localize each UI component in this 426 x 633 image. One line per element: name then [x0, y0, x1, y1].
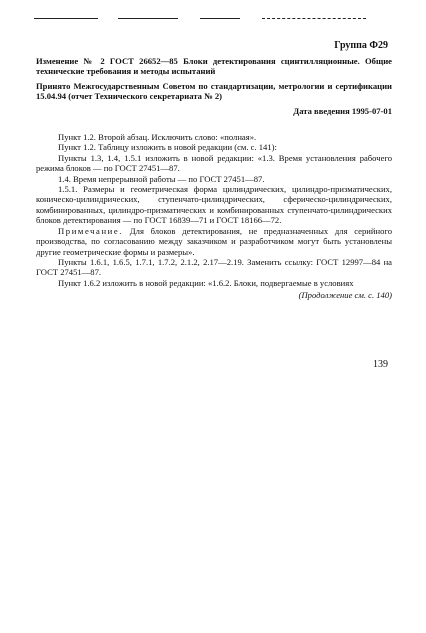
- group-label: Группа Ф29: [334, 40, 388, 51]
- note-paragraph: [36, 226, 392, 257]
- continued-note: (Продолжение см. с. 140): [298, 290, 392, 301]
- header-rule: [34, 18, 98, 19]
- adoption-statement: Принято Межгосударственным Советом по стандартизации, метрологии и сертификации 15.04.94 (отчет Технического секретариата № 2): [36, 80, 392, 102]
- paragraph: 1.4. Время непрерывной работы — по ГОСТ 27451—87.: [58, 173, 265, 184]
- paragraph: 1.5.1. Размеры и геометрическая форма цилиндрических, цилиндро-призматических, коническо-цилиндрических, ступенчато-цилиндрических, сферическо-цилиндрических, комбинированных, цилиндро-призматических и комбинированных ступенчато-цилиндрических блоков детектирования — по ГОСТ 16839—71 и ГОСТ 18166—72.: [36, 184, 392, 226]
- paragraph: Пункты 1.3, 1.4, 1.5.1 изложить в новой редакции: «1.3. Время установления рабочего режима блоков — по ГОСТ 27451—87.: [36, 152, 392, 174]
- paragraph: Пункт 1.2. Таблицу изложить в новой редакции (см. с. 141):: [58, 142, 277, 153]
- note-label: Примечание.: [58, 225, 124, 236]
- header-rule: [118, 18, 178, 19]
- introduction-date: Дата введения 1995-07-01: [293, 105, 392, 116]
- paragraph: Пункт 1.6.2 изложить в новой редакции: «1.6.2. Блоки, подвергаемые в условиях: [58, 277, 354, 288]
- page-number: 139: [373, 359, 388, 370]
- paragraph: Пункт 1.2. Второй абзац. Исключить слово: «полная».: [58, 132, 257, 143]
- document-content: [36, 56, 392, 301]
- paragraph: Пункты 1.6.1, 1.6.5, 1.7.1, 1.7.2, 2.1.2, 2.17—2.19. Заменить ссылку: ГОСТ 12997—84 на ГОСТ 27451—87.: [36, 256, 392, 278]
- body-text: [36, 132, 392, 301]
- header-rule: [200, 18, 240, 19]
- note-text: Для блоков детектирования, не предназначенных для серийного производства, по согласованию между заказчиком и разработчиком могут быть установлены другие геометрические формы и размеры».: [36, 225, 392, 257]
- header-rule: [262, 18, 366, 19]
- amendment-heading: Изменение № 2 ГОСТ 26652—85 Блоки детектирования сцинтилляционные. Общие технические требования и методы испытаний: [36, 56, 392, 77]
